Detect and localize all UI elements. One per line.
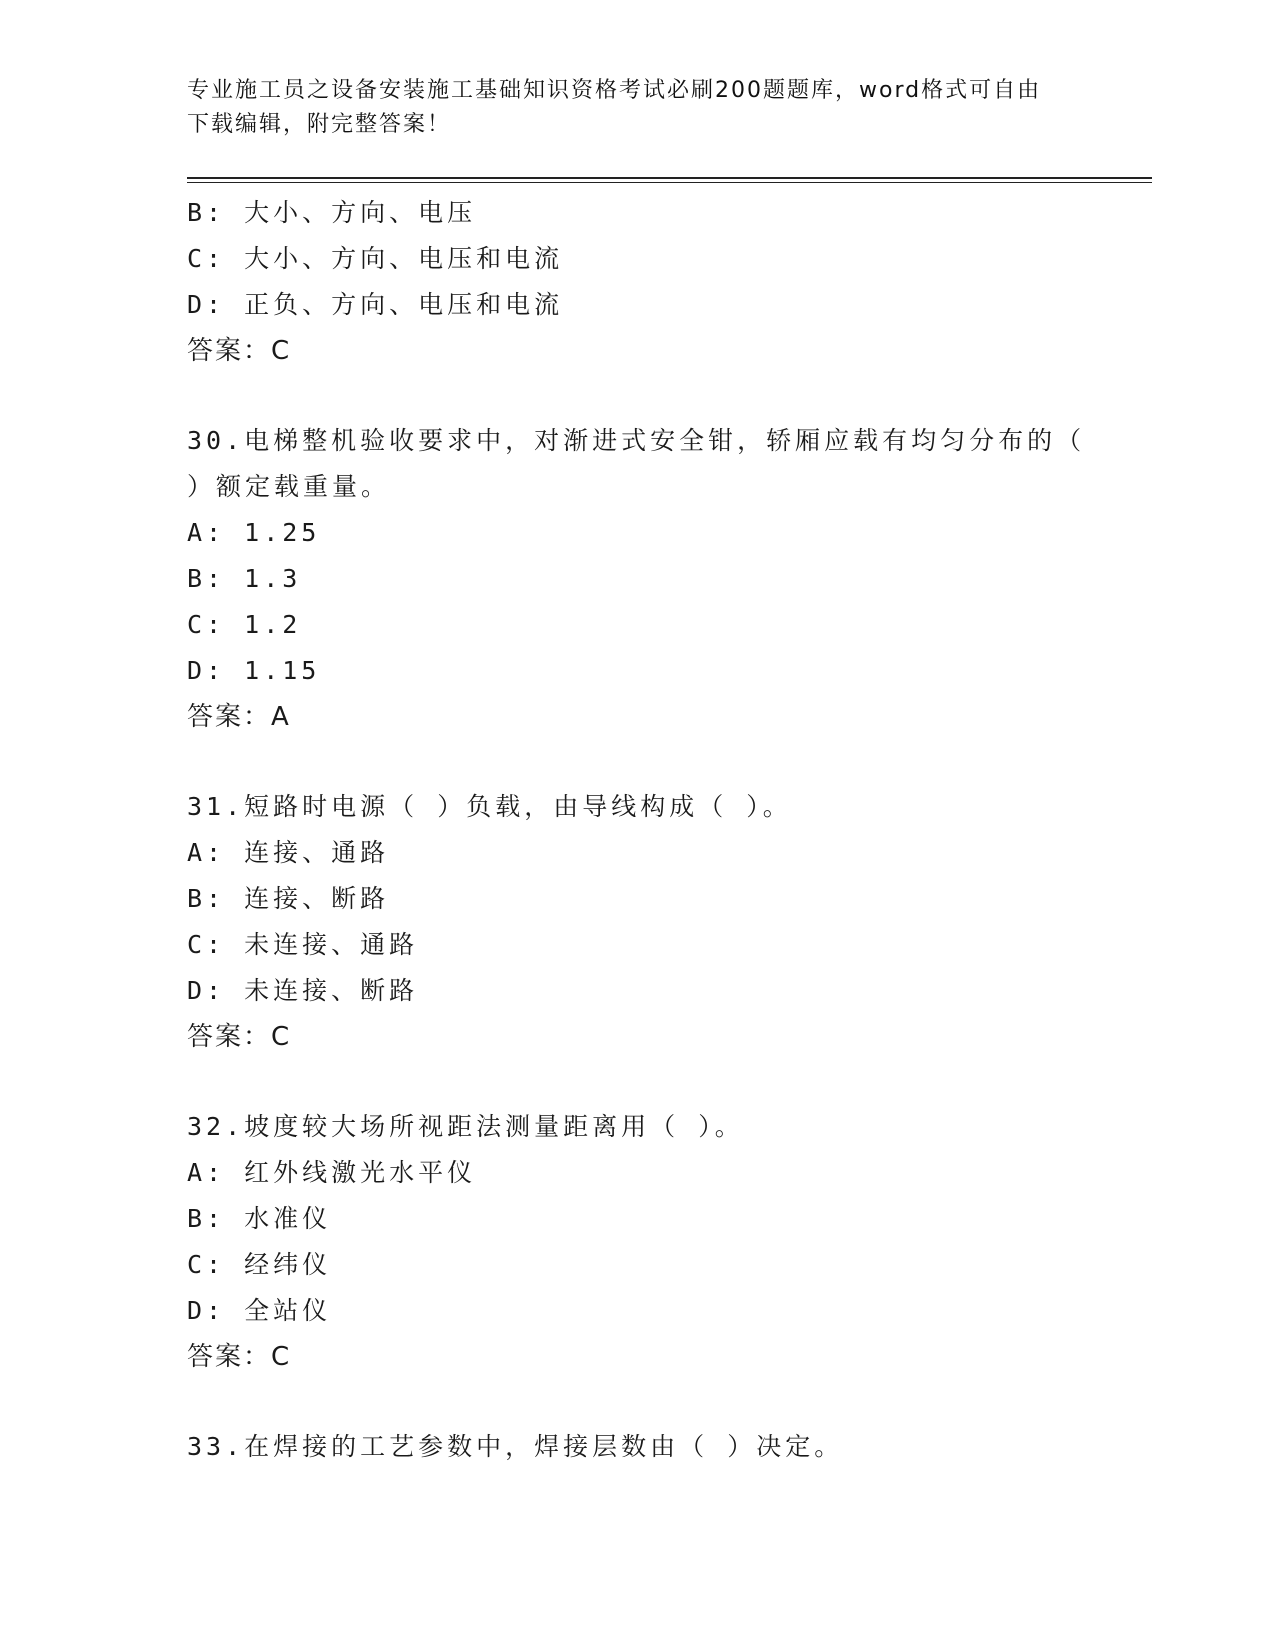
question-stem: 32.坡度较大场所视距法测量距离用（ ）。	[187, 1112, 744, 1141]
question-stem: ）额定载重量。	[187, 472, 391, 501]
option: A: 红外线激光水平仪	[187, 1158, 477, 1187]
option: A: 连接、通路	[187, 838, 390, 867]
answer-label: 答案：C	[187, 1022, 292, 1052]
option: D: 全站仪	[187, 1296, 332, 1325]
question-32	[187, 1104, 1087, 1380]
option: D: 正负、方向、电压和电流	[187, 290, 564, 319]
header-line-1: 专业施工员之设备安装施工基础知识资格考试必刷200题题库，word格式可自由	[187, 78, 1042, 103]
answer-label: 答案：C	[187, 1342, 292, 1372]
option: D: 1.15	[187, 656, 321, 685]
question-stem: 30.电梯整机验收要求中，对渐进式安全钳，轿厢应载有均匀分布的（	[187, 426, 1086, 455]
answer-label: 答案：C	[187, 336, 292, 366]
question-29-tail	[187, 190, 1087, 374]
option: A: 1.25	[187, 518, 321, 547]
question-list	[187, 190, 1087, 1470]
option: C: 经纬仪	[187, 1250, 332, 1279]
question-stem: 33.在焊接的工艺参数中，焊接层数由（ ）决定。	[187, 1432, 844, 1461]
question-31	[187, 784, 1087, 1060]
option: C: 大小、方向、电压和电流	[187, 244, 564, 273]
question-stem: 31.短路时电源（ ）负载，由导线构成（ ）。	[187, 792, 792, 821]
question-30	[187, 418, 1087, 740]
option: C: 1.2	[187, 610, 302, 639]
option: D: 未连接、断路	[187, 976, 419, 1005]
option: C: 未连接、通路	[187, 930, 419, 959]
answer-label: 答案：A	[187, 702, 291, 732]
document-header	[187, 74, 1067, 142]
header-line-2: 下载编辑，附完整答案！	[187, 112, 452, 137]
header-divider-thin	[187, 182, 1152, 183]
question-33	[187, 1424, 1087, 1470]
option: B: 水准仪	[187, 1204, 332, 1233]
option: B: 大小、方向、电压	[187, 198, 477, 227]
option: B: 1.3	[187, 564, 302, 593]
header-divider-thick	[187, 177, 1152, 179]
option: B: 连接、断路	[187, 884, 390, 913]
